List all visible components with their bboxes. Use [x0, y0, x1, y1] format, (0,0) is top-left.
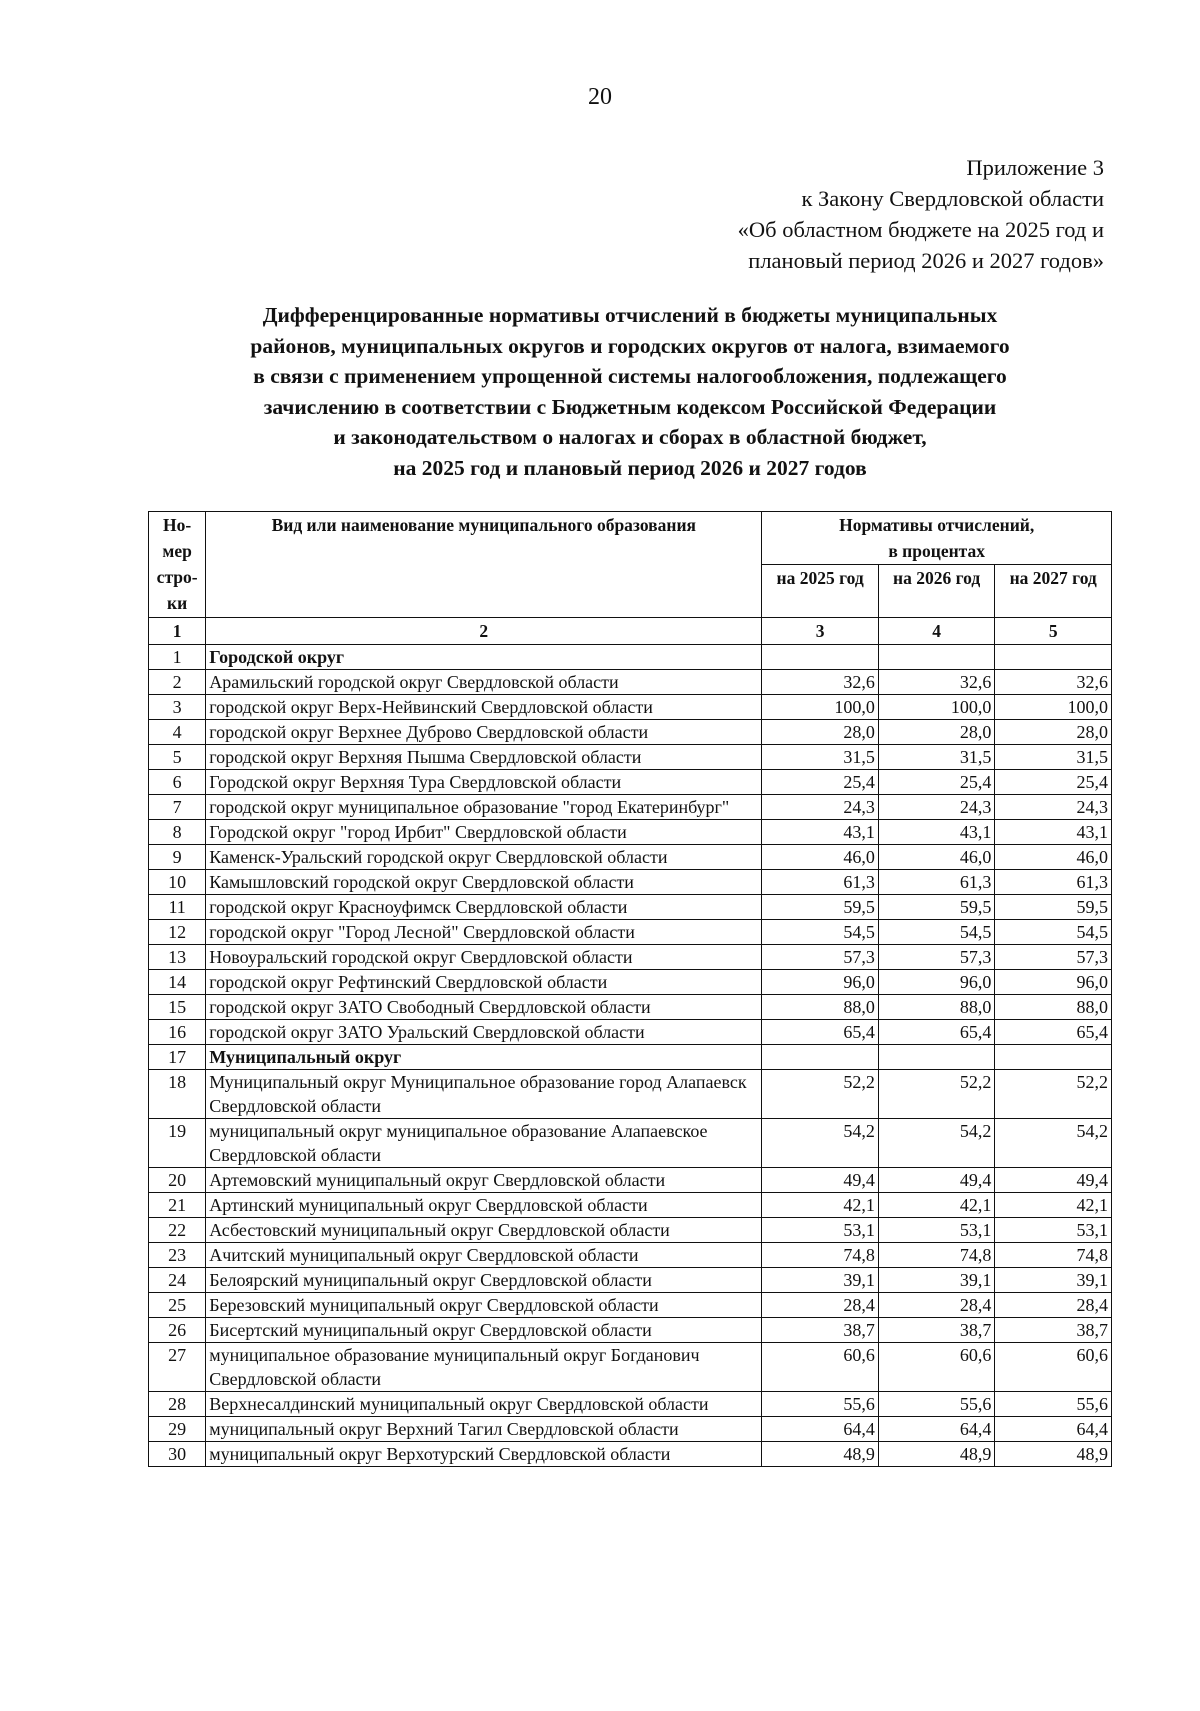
- value-2026-cell: 96,0: [878, 970, 995, 995]
- value-2027-cell: 28,4: [995, 1293, 1112, 1318]
- norms-header: [762, 512, 1112, 565]
- year-2026-header: на 2026 год: [878, 565, 995, 618]
- table-row: [149, 770, 1112, 795]
- value-2025-cell: 65,4: [762, 1020, 879, 1045]
- value-2025-cell: 64,4: [762, 1417, 879, 1442]
- appendix-reference: [544, 152, 1104, 276]
- table-row: [149, 1218, 1112, 1243]
- norms-table: [148, 511, 1112, 1467]
- row-number-cell: 2: [149, 670, 206, 695]
- municipality-name-cell: Белоярский муниципальный округ Свердловской области: [206, 1268, 762, 1293]
- value-2027-cell: 60,6: [995, 1343, 1112, 1392]
- table-row: [149, 695, 1112, 720]
- value-2026-cell: 38,7: [878, 1318, 995, 1343]
- value-2027-cell: 57,3: [995, 945, 1112, 970]
- municipality-name-cell: Березовский муниципальный округ Свердловской области: [206, 1293, 762, 1318]
- row-number-cell: 10: [149, 870, 206, 895]
- value-2027-cell: 53,1: [995, 1218, 1112, 1243]
- table-row: [149, 1318, 1112, 1343]
- municipality-name-cell: муниципальный округ муниципальное образование Алапаевское Свердловской области: [206, 1119, 762, 1168]
- section-row: [149, 1045, 1112, 1070]
- table-row: [149, 720, 1112, 745]
- municipality-name-cell: Арамильский городской округ Свердловской области: [206, 670, 762, 695]
- value-2025-cell: 49,4: [762, 1168, 879, 1193]
- municipality-name-cell: городской округ Верхняя Пышма Свердловской области: [206, 745, 762, 770]
- document-title: [150, 300, 1110, 483]
- value-2025-cell: 31,5: [762, 745, 879, 770]
- municipality-name-cell: Ачитский муниципальный округ Свердловской области: [206, 1243, 762, 1268]
- table-row: [149, 1268, 1112, 1293]
- municipality-name-cell: городской округ Верх-Нейвинский Свердловской области: [206, 695, 762, 720]
- value-2026-cell: 57,3: [878, 945, 995, 970]
- value-2025-cell: [762, 645, 879, 670]
- value-2027-cell: 38,7: [995, 1318, 1112, 1343]
- value-2026-cell: 48,9: [878, 1442, 995, 1467]
- section-row: [149, 645, 1112, 670]
- municipality-name-cell: Каменск-Уральский городской округ Свердловской области: [206, 845, 762, 870]
- municipality-name-cell: Муниципальный округ: [206, 1045, 762, 1070]
- table-row: [149, 1070, 1112, 1119]
- row-number-cell: 4: [149, 720, 206, 745]
- column-index: 3: [762, 618, 879, 645]
- table-row: [149, 1417, 1112, 1442]
- municipality-name-cell: Артемовский муниципальный округ Свердловской области: [206, 1168, 762, 1193]
- value-2027-cell: 65,4: [995, 1020, 1112, 1045]
- column-index-row: [149, 618, 1112, 645]
- row-number-cell: 22: [149, 1218, 206, 1243]
- value-2025-cell: 48,9: [762, 1442, 879, 1467]
- value-2027-cell: 64,4: [995, 1417, 1112, 1442]
- municipality-name-cell: Асбестовский муниципальный округ Свердловской области: [206, 1218, 762, 1243]
- row-number-cell: 26: [149, 1318, 206, 1343]
- row-number-cell: 28: [149, 1392, 206, 1417]
- appendix-line: Приложение 3: [966, 155, 1104, 180]
- value-2027-cell: 28,0: [995, 720, 1112, 745]
- value-2025-cell: 100,0: [762, 695, 879, 720]
- value-2026-cell: 74,8: [878, 1243, 995, 1268]
- row-number-cell: 14: [149, 970, 206, 995]
- column-index: 1: [149, 618, 206, 645]
- value-2027-cell: 46,0: [995, 845, 1112, 870]
- value-2027-cell: 88,0: [995, 995, 1112, 1020]
- table-row: [149, 820, 1112, 845]
- row-number-cell: 13: [149, 945, 206, 970]
- value-2027-cell: [995, 1045, 1112, 1070]
- value-2026-cell: 31,5: [878, 745, 995, 770]
- municipality-name-cell: Верхнесалдинский муниципальный округ Свердловской области: [206, 1392, 762, 1417]
- title-line: в связи с применением упрощенной системы налогообложения, подлежащего: [253, 364, 1007, 388]
- value-2025-cell: 32,6: [762, 670, 879, 695]
- value-2025-cell: 46,0: [762, 845, 879, 870]
- value-2025-cell: 28,4: [762, 1293, 879, 1318]
- value-2027-cell: 59,5: [995, 895, 1112, 920]
- table-row: [149, 995, 1112, 1020]
- row-number-cell: 11: [149, 895, 206, 920]
- value-2025-cell: 43,1: [762, 820, 879, 845]
- value-2025-cell: 24,3: [762, 795, 879, 820]
- table-row: [149, 1020, 1112, 1045]
- row-number-header: [149, 512, 206, 618]
- table-row: [149, 1243, 1112, 1268]
- row-number-cell: 16: [149, 1020, 206, 1045]
- column-index: 4: [878, 618, 995, 645]
- value-2027-cell: [995, 645, 1112, 670]
- table-row: [149, 870, 1112, 895]
- row-number-cell: 7: [149, 795, 206, 820]
- municipality-name-cell: Городской округ Верхняя Тура Свердловской области: [206, 770, 762, 795]
- table-row: [149, 1293, 1112, 1318]
- row-number-cell: 18: [149, 1070, 206, 1119]
- value-2025-cell: 53,1: [762, 1218, 879, 1243]
- header-line: мер: [162, 541, 192, 561]
- row-number-cell: 23: [149, 1243, 206, 1268]
- value-2025-cell: 59,5: [762, 895, 879, 920]
- name-header: Вид или наименование муниципального образования: [206, 512, 762, 618]
- value-2025-cell: 88,0: [762, 995, 879, 1020]
- value-2025-cell: 38,7: [762, 1318, 879, 1343]
- value-2025-cell: [762, 1045, 879, 1070]
- header-line: в процентах: [888, 541, 985, 561]
- page-number: 20: [588, 84, 612, 110]
- value-2027-cell: 74,8: [995, 1243, 1112, 1268]
- municipality-name-cell: Артинский муниципальный округ Свердловской области: [206, 1193, 762, 1218]
- row-number-cell: 6: [149, 770, 206, 795]
- value-2026-cell: 32,6: [878, 670, 995, 695]
- value-2026-cell: [878, 645, 995, 670]
- table-row: [149, 1119, 1112, 1168]
- row-number-cell: 24: [149, 1268, 206, 1293]
- value-2026-cell: 54,5: [878, 920, 995, 945]
- value-2025-cell: 39,1: [762, 1268, 879, 1293]
- municipality-name-cell: Бисертский муниципальный округ Свердловской области: [206, 1318, 762, 1343]
- value-2025-cell: 60,6: [762, 1343, 879, 1392]
- column-index: 5: [995, 618, 1112, 645]
- table-row: [149, 1343, 1112, 1392]
- title-line: на 2025 год и плановый период 2026 и 2027 годов: [393, 455, 867, 480]
- table-row: [149, 670, 1112, 695]
- value-2027-cell: 96,0: [995, 970, 1112, 995]
- value-2027-cell: 39,1: [995, 1268, 1112, 1293]
- municipality-name-cell: городской округ Верхнее Дуброво Свердловской области: [206, 720, 762, 745]
- value-2026-cell: 28,0: [878, 720, 995, 745]
- value-2026-cell: 39,1: [878, 1268, 995, 1293]
- table-body: [149, 645, 1112, 1467]
- table-row: [149, 1168, 1112, 1193]
- value-2027-cell: 43,1: [995, 820, 1112, 845]
- value-2026-cell: 46,0: [878, 845, 995, 870]
- value-2027-cell: 24,3: [995, 795, 1112, 820]
- municipality-name-cell: городской округ Рефтинский Свердловской области: [206, 970, 762, 995]
- value-2026-cell: 60,6: [878, 1343, 995, 1392]
- value-2026-cell: 88,0: [878, 995, 995, 1020]
- table-row: [149, 920, 1112, 945]
- appendix-line: к Закону Свердловской области: [801, 186, 1104, 211]
- year-2025-header: на 2025 год: [762, 565, 879, 618]
- title-line: зачислению в соответствии с Бюджетным кодексом Российской Федерации: [263, 394, 997, 419]
- municipality-name-cell: городской округ ЗАТО Свободный Свердловской области: [206, 995, 762, 1020]
- value-2026-cell: 52,2: [878, 1070, 995, 1119]
- municipality-name-cell: муниципальный округ Верхний Тагил Свердловской области: [206, 1417, 762, 1442]
- table-header: [149, 512, 1112, 645]
- row-number-cell: 19: [149, 1119, 206, 1168]
- value-2027-cell: 48,9: [995, 1442, 1112, 1467]
- value-2025-cell: 52,2: [762, 1070, 879, 1119]
- municipality-name-cell: городской округ ЗАТО Уральский Свердловской области: [206, 1020, 762, 1045]
- value-2027-cell: 32,6: [995, 670, 1112, 695]
- row-number-cell: 21: [149, 1193, 206, 1218]
- value-2026-cell: 43,1: [878, 820, 995, 845]
- value-2025-cell: 96,0: [762, 970, 879, 995]
- row-number-cell: 30: [149, 1442, 206, 1467]
- value-2026-cell: 42,1: [878, 1193, 995, 1218]
- value-2026-cell: 54,2: [878, 1119, 995, 1168]
- municipality-name-cell: Новоуральский городской округ Свердловской области: [206, 945, 762, 970]
- value-2025-cell: 74,8: [762, 1243, 879, 1268]
- header-line: Нормативы отчислений,: [839, 515, 1035, 535]
- header-line: Но-: [163, 515, 192, 535]
- title-line: Дифференцированные нормативы отчислений в бюджеты муниципальных: [262, 303, 998, 327]
- value-2026-cell: 28,4: [878, 1293, 995, 1318]
- appendix-line: плановый период 2026 и 2027 годов»: [748, 248, 1104, 273]
- row-number-cell: 15: [149, 995, 206, 1020]
- value-2027-cell: 54,5: [995, 920, 1112, 945]
- value-2027-cell: 31,5: [995, 745, 1112, 770]
- value-2026-cell: 55,6: [878, 1392, 995, 1417]
- municipality-name-cell: городской округ Красноуфимск Свердловской области: [206, 895, 762, 920]
- value-2025-cell: 61,3: [762, 870, 879, 895]
- table-row: [149, 1193, 1112, 1218]
- municipality-name-cell: муниципальное образование муниципальный округ Богданович Свердловской области: [206, 1343, 762, 1392]
- table-row: [149, 895, 1112, 920]
- value-2026-cell: 64,4: [878, 1417, 995, 1442]
- table-row: [149, 1392, 1112, 1417]
- value-2027-cell: 42,1: [995, 1193, 1112, 1218]
- municipality-name-cell: Городской округ: [206, 645, 762, 670]
- row-number-cell: 27: [149, 1343, 206, 1392]
- value-2027-cell: 54,2: [995, 1119, 1112, 1168]
- row-number-cell: 9: [149, 845, 206, 870]
- value-2025-cell: 55,6: [762, 1392, 879, 1417]
- value-2026-cell: 53,1: [878, 1218, 995, 1243]
- column-index: 2: [206, 618, 762, 645]
- row-number-cell: 3: [149, 695, 206, 720]
- appendix-line: «Об областном бюджете на 2025 год и: [737, 217, 1104, 242]
- municipality-name-cell: городской округ "Город Лесной" Свердловской области: [206, 920, 762, 945]
- title-line: районов, муниципальных округов и городских округов от налога, взимаемого: [250, 333, 1010, 358]
- value-2025-cell: 25,4: [762, 770, 879, 795]
- municipality-name-cell: Муниципальный округ Муниципальное образование город Алапаевск Свердловской области: [206, 1070, 762, 1119]
- table-row: [149, 795, 1112, 820]
- value-2026-cell: 24,3: [878, 795, 995, 820]
- value-2027-cell: 55,6: [995, 1392, 1112, 1417]
- header-line: ки: [167, 593, 188, 613]
- row-number-cell: 1: [149, 645, 206, 670]
- value-2026-cell: 61,3: [878, 870, 995, 895]
- header-line: стро-: [156, 567, 198, 587]
- value-2026-cell: [878, 1045, 995, 1070]
- row-number-cell: 29: [149, 1417, 206, 1442]
- municipality-name-cell: Камышловский городской округ Свердловской области: [206, 870, 762, 895]
- row-number-cell: 17: [149, 1045, 206, 1070]
- value-2026-cell: 65,4: [878, 1020, 995, 1045]
- value-2026-cell: 59,5: [878, 895, 995, 920]
- value-2025-cell: 57,3: [762, 945, 879, 970]
- value-2027-cell: 25,4: [995, 770, 1112, 795]
- value-2026-cell: 49,4: [878, 1168, 995, 1193]
- row-number-cell: 12: [149, 920, 206, 945]
- value-2027-cell: 52,2: [995, 1070, 1112, 1119]
- table-row: [149, 970, 1112, 995]
- value-2027-cell: 100,0: [995, 695, 1112, 720]
- value-2025-cell: 42,1: [762, 1193, 879, 1218]
- table-row: [149, 845, 1112, 870]
- value-2025-cell: 54,2: [762, 1119, 879, 1168]
- municipality-name-cell: городской округ муниципальное образование "город Екатеринбург": [206, 795, 762, 820]
- row-number-cell: 5: [149, 745, 206, 770]
- table-row: [149, 945, 1112, 970]
- year-2027-header: на 2027 год: [995, 565, 1112, 618]
- value-2025-cell: 28,0: [762, 720, 879, 745]
- row-number-cell: 20: [149, 1168, 206, 1193]
- value-2027-cell: 61,3: [995, 870, 1112, 895]
- row-number-cell: 8: [149, 820, 206, 845]
- municipality-name-cell: Городской округ "город Ирбит" Свердловской области: [206, 820, 762, 845]
- title-line: и законодательством о налогах и сборах в областной бюджет,: [333, 425, 927, 449]
- value-2025-cell: 54,5: [762, 920, 879, 945]
- value-2026-cell: 100,0: [878, 695, 995, 720]
- value-2027-cell: 49,4: [995, 1168, 1112, 1193]
- municipality-name-cell: муниципальный округ Верхотурский Свердловской области: [206, 1442, 762, 1467]
- value-2026-cell: 25,4: [878, 770, 995, 795]
- table-row: [149, 745, 1112, 770]
- table-row: [149, 1442, 1112, 1467]
- row-number-cell: 25: [149, 1293, 206, 1318]
